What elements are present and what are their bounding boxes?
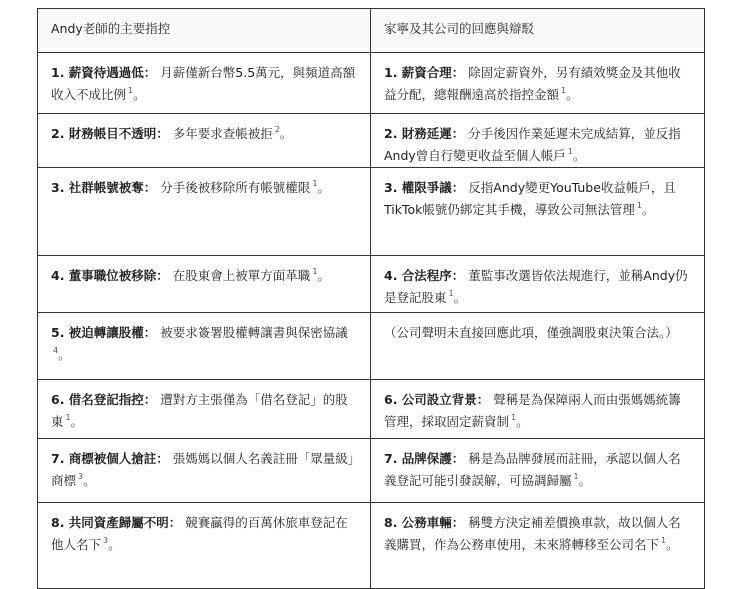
response-cell [371, 168, 705, 256]
citation-ref[interactable]: 1 [448, 289, 454, 298]
citation-ref[interactable]: 1 [661, 536, 667, 545]
item-text: 多年要求查帳被拒 [172, 126, 273, 141]
item-text: 被要求簽署股權轉讓書與保密協議 [160, 325, 348, 340]
period: 。 [516, 414, 529, 429]
response-cell [371, 380, 705, 439]
period: 。 [279, 126, 293, 141]
accusation-cell [38, 114, 371, 168]
period: 。 [133, 87, 146, 102]
accusation-cell [38, 256, 371, 313]
citation-ref[interactable]: 2 [274, 125, 280, 134]
citation-ref[interactable]: 1 [573, 472, 579, 481]
table-row [38, 439, 705, 503]
comparison-table [37, 8, 705, 589]
item-text: 遭對方主張僅為「借名登記」的股東 [51, 392, 348, 429]
item-text: 競賽贏得的百萬休旅車登記在他人名下 [51, 515, 348, 552]
header-row [38, 9, 705, 53]
response-cell [371, 114, 705, 168]
item-title: 4. 董事職位被移除： [51, 268, 169, 283]
item-text: 分手後因作業延遲未完成結算，並反指Andy曾自行變更收益至個人帳戶 [384, 126, 681, 163]
accusation-cell [38, 53, 371, 114]
accusation-cell [38, 380, 371, 439]
item-title: 2. 財務延遲： [384, 126, 465, 141]
citation-ref[interactable]: 3 [78, 472, 84, 481]
item-title: 3. 權限爭議： [384, 180, 465, 195]
item-text: 除固定薪資外，另有績效獎金及其他收益分配，總報酬遠高於指控金額 [384, 65, 681, 102]
citation-ref[interactable]: 1 [511, 413, 517, 422]
item-title: 7. 品牌保護： [384, 451, 465, 466]
period: 。 [453, 290, 467, 305]
citation-ref[interactable]: 1 [312, 267, 318, 276]
item-title: 6. 借名登記指控： [51, 392, 157, 407]
item-title: 8. 共同資產歸屬不明： [51, 515, 182, 530]
item-title: 4. 合法程序： [384, 268, 465, 283]
item-text: 反指Andy變更YouTube收益帳戶，且TikTok帳號仍綁定其手機，導致公司無法管理 [384, 180, 676, 217]
item-text: 董監事改選皆依法規進行，並稱Andy仍是登記股東 [384, 268, 688, 305]
item-title: 1. 薪資待遇過低： [51, 65, 157, 80]
item-title: 1. 薪資合理： [384, 65, 465, 80]
period: 。 [666, 537, 679, 552]
period: 。 [641, 202, 655, 217]
response-cell [371, 53, 705, 114]
item-title: 8. 公務車輛： [384, 515, 465, 530]
table-row [38, 380, 705, 439]
item-text: 分手後被移除所有帳號權限 [160, 180, 311, 195]
header-accusations: Andy老師的主要指控 [38, 9, 371, 53]
item-text: 聲稱是為保障兩人而由張媽媽統籌管理，採取固定薪資制 [384, 392, 681, 429]
table-row [38, 114, 705, 168]
table-row [38, 168, 705, 256]
item-title: 6. 公司設立背景： [384, 392, 490, 407]
response-cell [371, 256, 705, 313]
period: 。 [108, 537, 121, 552]
period: 。 [70, 414, 84, 429]
item-title: 5. 被迫轉讓股權： [51, 325, 157, 340]
table-row [38, 313, 705, 380]
item-title: 7. 商標被個人搶註： [51, 451, 169, 466]
period: 。 [566, 87, 579, 102]
period: 。 [83, 473, 96, 488]
period: 。 [58, 347, 71, 362]
citation-ref[interactable]: 1 [312, 179, 318, 188]
item-text: 在股東會上被單方面革職 [172, 268, 311, 283]
response-cell [371, 313, 705, 380]
item-text: 張媽媽以個人名義註冊「眾量級」商標 [51, 451, 355, 488]
accusation-cell [38, 168, 371, 256]
table-row [38, 256, 705, 313]
table-row [38, 503, 705, 589]
citation-ref[interactable]: 3 [103, 536, 109, 545]
item-text: 稱雙方決定補差價換車款，故以個人名義購買，作為公務車使用，未來將轉移至公司名下 [384, 515, 681, 552]
accusation-cell [38, 503, 371, 589]
response-cell [371, 503, 705, 589]
citation-ref[interactable]: 1 [561, 86, 567, 95]
citation-ref[interactable]: 1 [65, 413, 71, 422]
accusation-cell [38, 439, 371, 503]
period: 。 [317, 268, 330, 283]
item-title: 2. 財務帳目不透明： [51, 126, 169, 141]
header-responses: 家寧及其公司的回應與辯駁 [371, 9, 705, 53]
response-cell [371, 439, 705, 503]
item-title: 3. 社群帳號被奪： [51, 180, 157, 195]
period: 。 [317, 180, 330, 195]
item-text: 月薪僅新台幣5.5萬元，與頻道高額收入不成比例 [51, 65, 356, 102]
item-text: （公司聲明未直接回應此項，僅強調股東決策合法。） [384, 325, 678, 340]
table-row [38, 53, 705, 114]
citation-ref[interactable]: 1 [567, 147, 573, 156]
item-text: 稱是為品牌發展而註冊，承認以個人名義登記可能引發誤解，可協調歸屬 [384, 451, 681, 488]
citation-ref[interactable]: 1 [128, 86, 134, 95]
period: 。 [578, 473, 592, 488]
citation-ref[interactable]: 4 [53, 346, 59, 355]
citation-ref[interactable]: 1 [636, 201, 642, 210]
period: 。 [572, 148, 586, 163]
accusation-cell [38, 313, 371, 380]
